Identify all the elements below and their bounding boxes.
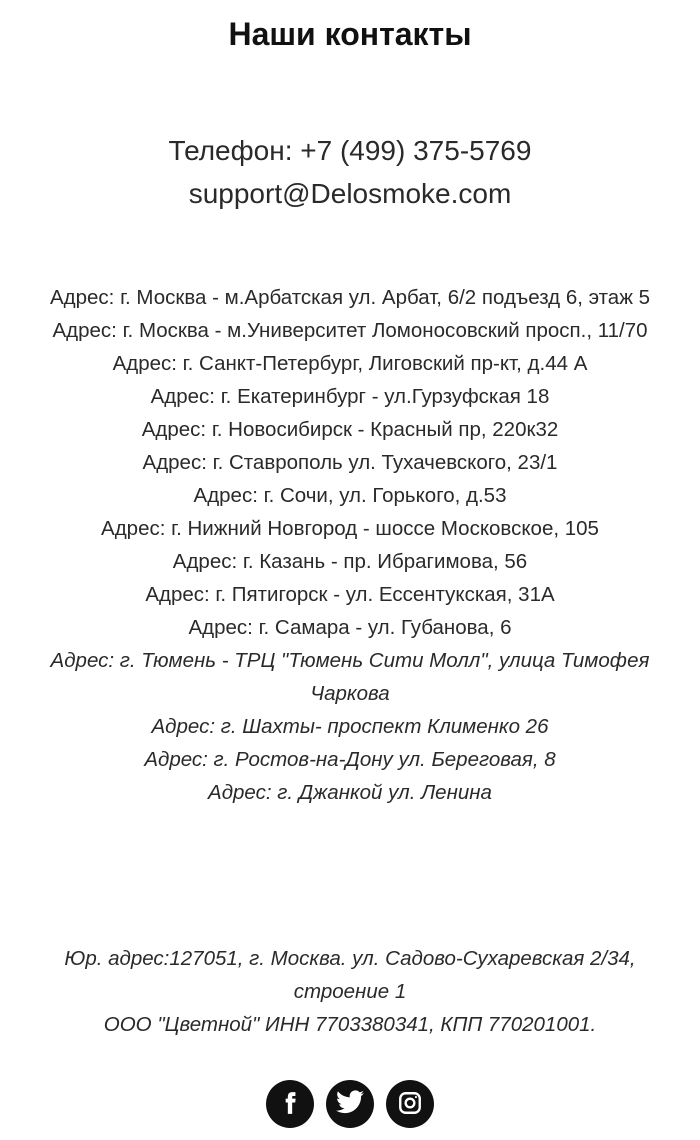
address-item: Адрес: г. Екатеринбург - ул.Гурзуфская 18	[150, 385, 550, 408]
address-item: Адрес: г. Нижний Новгород - шоссе Московское, 105	[101, 517, 599, 540]
address-item: Адрес: г. Казань - пр. Ибрагимова, 56	[172, 550, 528, 573]
address-item: Адрес: г. Пятигорск - ул. Ессентукская, 31А	[145, 583, 555, 606]
legal-address: Юр. адрес:127051, г. Москва. ул. Садово-Сухаревская 2/34, строение 1	[64, 947, 636, 1003]
address-item: Адрес: г. Москва - м.Университет Ломоносовский просп., 11/70	[52, 319, 648, 342]
social-links	[0, 1080, 700, 1140]
address-list	[30, 281, 670, 809]
legal-company: ООО "Цветной" ИНН 7703380341, КПП 770201001.	[103, 1013, 597, 1036]
phone-link[interactable]: Телефон: +7 (499) 375-5769	[168, 135, 532, 166]
instagram-button[interactable]	[386, 1080, 434, 1128]
twitter-button[interactable]	[326, 1080, 374, 1128]
address-item: Адрес: г. Ставрополь ул. Тухачевского, 23/1	[142, 451, 558, 474]
address-item: Адрес: г. Сочи, ул. Горького, д.53	[193, 484, 507, 507]
address-item: Адрес: г. Москва - м.Арбатская ул. Арбат, 6/2 подъезд 6, этаж 5	[49, 286, 650, 309]
address-item: Адрес: г. Тюмень - ТРЦ "Тюмень Сити Молл", улица Тимофея Чаркова	[50, 649, 650, 705]
address-item: Адрес: г. Джанкой ул. Ленина	[208, 781, 492, 804]
page-title: Наши контакты	[228, 16, 472, 52]
email-link[interactable]: support@Delosmoke.com	[188, 178, 512, 209]
address-item: Адрес: г. Самара - ул. Губанова, 6	[188, 616, 512, 639]
facebook-button[interactable]	[266, 1080, 314, 1128]
instagram-icon	[397, 1080, 423, 1121]
facebook-icon	[277, 1080, 303, 1121]
address-item: Адрес: г. Новосибирск - Красный пр, 220к32	[141, 418, 559, 441]
twitter-icon	[336, 1080, 364, 1119]
legal-info	[30, 942, 670, 1041]
address-item: Адрес: г. Шахты- проспект Клименко 26	[151, 715, 549, 738]
address-item: Адрес: г. Санкт-Петербург, Лиговский пр-кт, д.44 А	[112, 352, 588, 375]
address-item: Адрес: г. Ростов-на-Дону ул. Береговая, 8	[144, 748, 556, 771]
